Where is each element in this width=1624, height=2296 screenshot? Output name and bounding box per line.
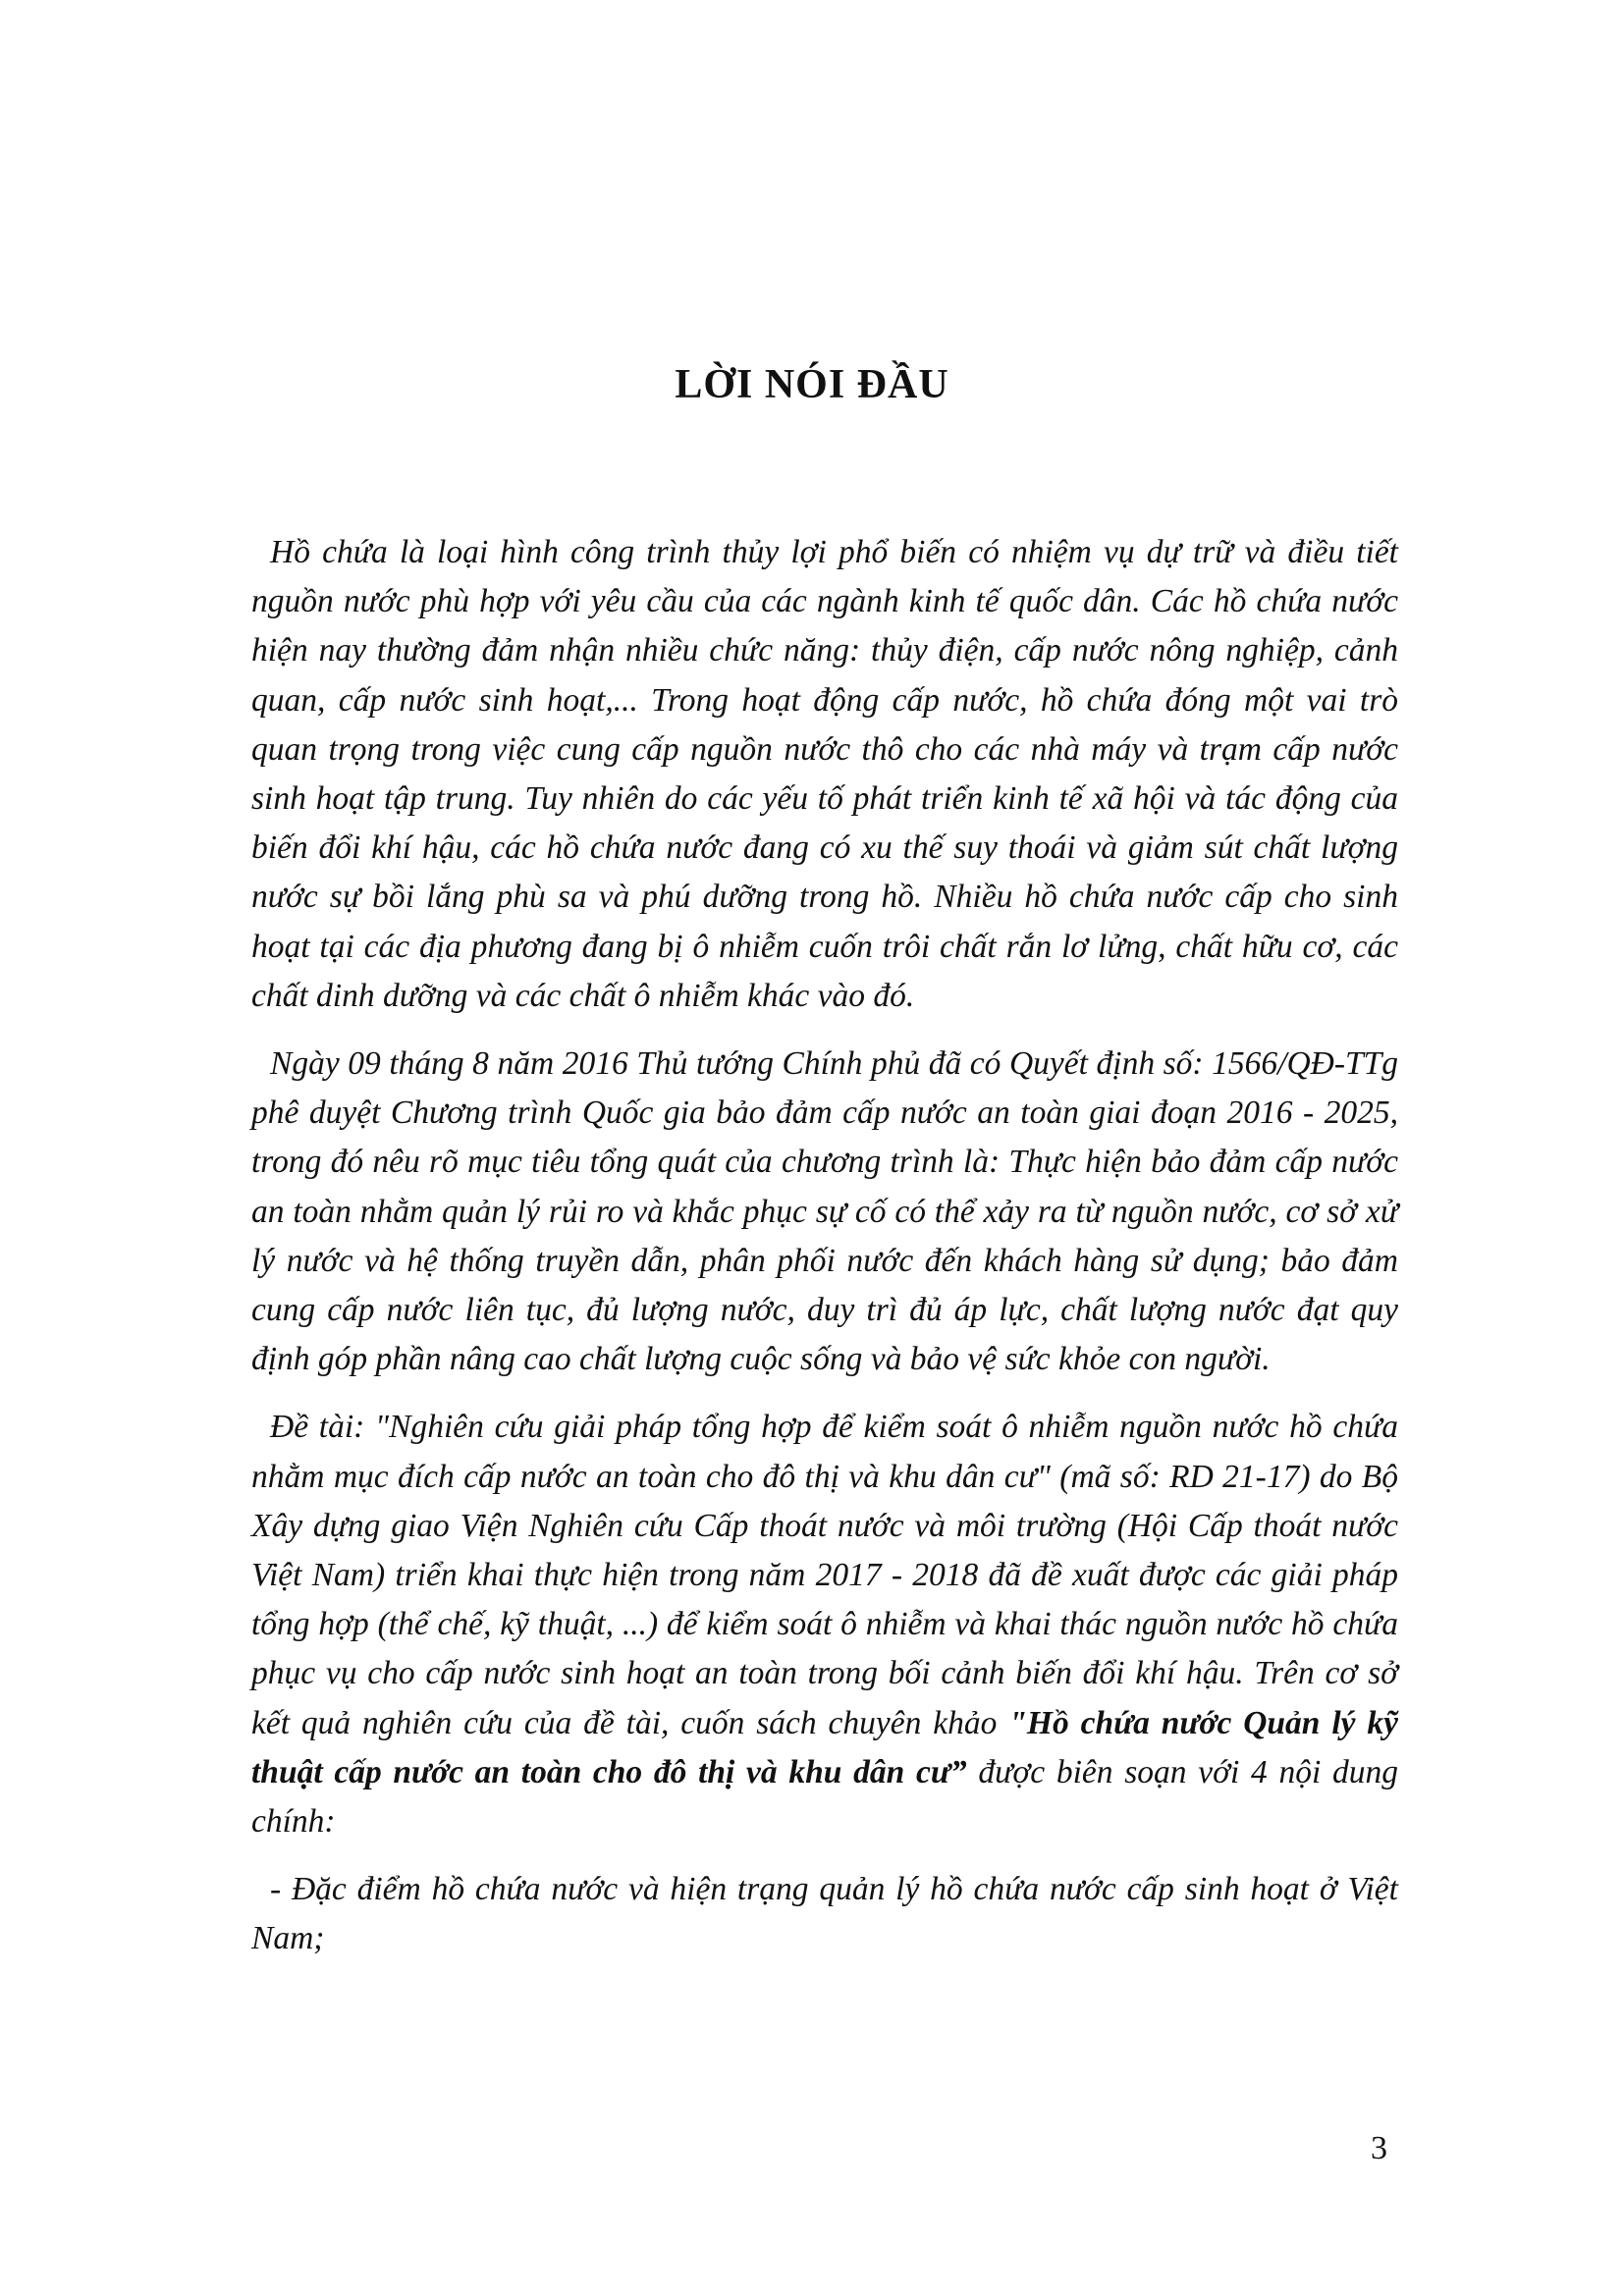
- paragraph-reservoir-overview: Hồ chứa là loại hình công trình thủy lợi phổ biến có nhiệm vụ dự trữ và điều tiết nguồn nước phù hợp với yêu cầu của các ngành kinh tế quốc dân. Các hồ chứa nước hiện nay thường đảm nhận nhiều chức năng: thủy điện, cấp nước nông nghiệp, cảnh quan, cấp nước sinh hoạt,... Trong hoạt động cấp nước, hồ chứa đóng một vai trò quan trọng trong việc cung cấp nguồn nước thô cho các nhà máy và trạm cấp nước sinh hoạt tập trung. Tuy nhiên do các yếu tố phát triển kinh tế xã hội và tác động của biến đổi khí hậu, các hồ chứa nước đang có xu thế suy thoái và giảm sút chất lượng nước sự bồi lắng phù sa và phú dưỡng trong hồ. Nhiều hồ chứa nước cấp cho sinh hoạt tại các địa phương đang bị ô nhiễm cuốn trôi chất rắn lơ lửng, chất hữu cơ, các chất dinh dưỡng và các chất ô nhiễm khác vào đó.: [251, 534, 1398, 1014]
- research-topic-text: Đề tài: "Nghiên cứu giải pháp tổng hợp để kiểm soát ô nhiễm nguồn nước hồ chứa nhằm mục đích cấp nước an toàn cho đô thị và khu dân cư" (mã số: RD 21-17) do Bộ Xây dựng giao Viện Nghiên cứu Cấp thoát nước và môi trường (Hội Cấp thoát nước Việt Nam) triển khai thực hiện trong năm 2017 - 2018 đã đề xuất được các giải pháp tổng hợp (thể chế, kỹ thuật, ...) để kiểm soát ô nhiễm và khai thác nguồn nước hồ chứa phục vụ cho cấp nước sinh hoạt an toàn trong bối cảnh biến đổi khí hậu. Trên cơ sở kết quả nghiên cứu của đề tài, cuốn sách chuyên khảo: [251, 1409, 1398, 1741]
- preface-body: [251, 528, 1398, 1983]
- paragraph-decision-1566: Ngày 09 tháng 8 năm 2016 Thủ tướng Chính phủ đã có Quyết định số: 1566/QĐ-TTg phê duyệt Chương trình Quốc gia bảo đảm cấp nước an toàn giai đoạn 2016 - 2025, trong đó nêu rõ mục tiêu tổng quát của chương trình là: Thực hiện bảo đảm cấp nước an toàn nhằm quản lý rủi ro và khắc phục sự cố có thể xảy ra từ nguồn nước, cơ sở xử lý nước và hệ thống truyền dẫn, phân phối nước đến khách hàng sử dụng; bảo đảm cung cấp nước liên tục, đủ lượng nước, duy trì đủ áp lực, chất lượng nước đạt quy định góp phần nâng cao chất lượng cuộc sống và bảo vệ sức khỏe con người.: [251, 1045, 1398, 1378]
- paragraph-content-item-1: - Đặc điểm hồ chứa nước và hiện trạng quản lý hồ chứa nước cấp sinh hoạt ở Việt Nam;: [251, 1871, 1398, 1957]
- page-title: LỜI NÓI ĐẦU: [675, 362, 949, 407]
- page-number: 3: [1371, 2130, 1387, 2166]
- research-topic-tail: được biên soạn với 4 nội dung chính:: [251, 1753, 1398, 1841]
- book-title: "Hồ chứa nước Quản lý kỹ thuật cấp nước an toàn cho đô thị và khu dân cư”: [251, 1704, 1399, 1790]
- paragraph-research-topic: [251, 1403, 1398, 1846]
